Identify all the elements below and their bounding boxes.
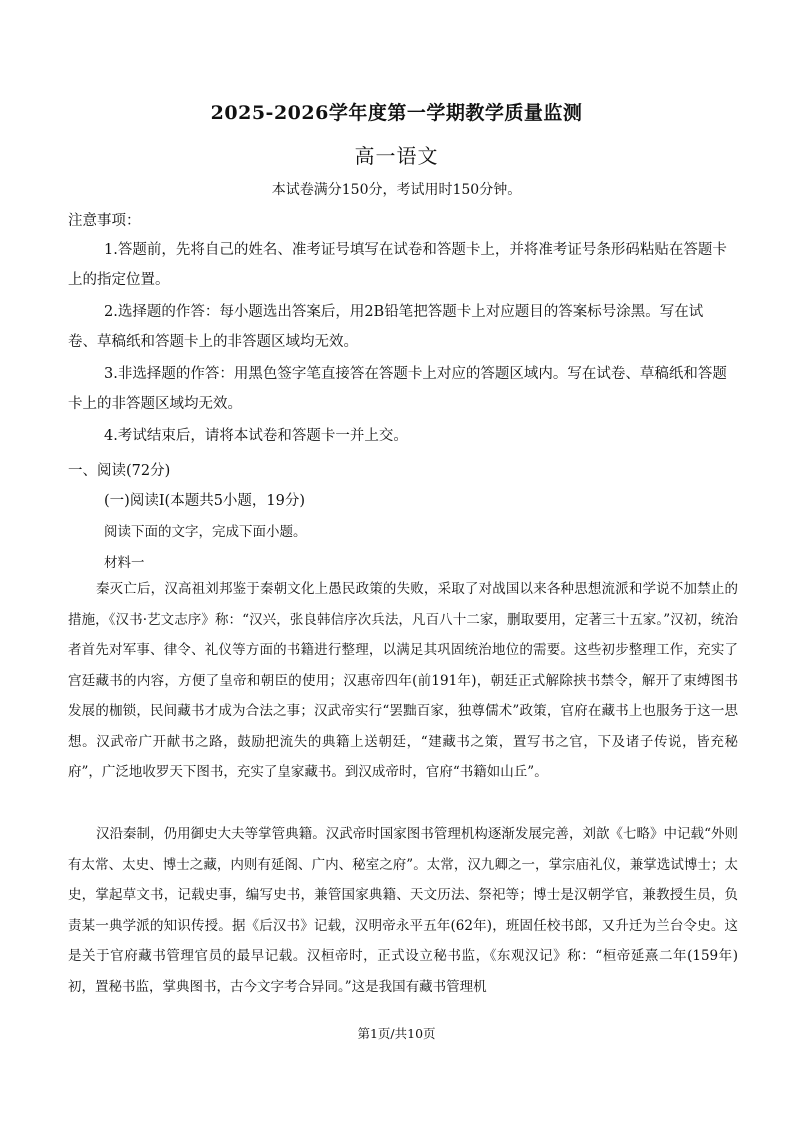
exam-info: 本试卷满分150分，考试用时150分钟。 — [271, 182, 522, 198]
note-item-4: 4.考试结束后，请将本试卷和答题卡一并上交。 — [104, 428, 408, 444]
exam-title: 2025-2026学年度第一学期教学质量监测 — [210, 102, 583, 124]
page-number: 第1页/共10页 — [357, 1026, 436, 1041]
note-item-3: 3.非选择题的作答：用黑色签字笔直接答在答题卡上对应的答题区域内。写在试卷、草稿纸和答题卡上的非答题区域均无效。 — [68, 366, 727, 412]
subject-title: 高一语文 — [354, 144, 439, 168]
section-subheading: (一)阅读Ⅰ(本题共5小题，19分) — [104, 493, 306, 509]
reading-instruction: 阅读下面的文字，完成下面小题。 — [104, 524, 307, 540]
material-paragraph-2: 汉沿秦制，仍用御史大夫等掌管典籍。汉武帝时国家图书管理机构逐渐发展完善，刘歆《七略》中记载“外则有太常、太史、博士之藏，内则有延阁、广内、秘室之府”。太常，汉九卿之一，掌宗庙礼仪，兼掌选试博士；太史，掌起草文书，记载史事，编写史书，兼管国家典籍、天文历法、祭祀等；博士是汉朝学官，兼教授生员，负责某一典学派的知识传授。据《后汉书》记载，汉明帝永平五年(62年)，班固任校书郎，又升迁为兰台令史。这是关于官府藏书管理官员的最早记载。汉桓帝时，正式设立秘书监，《东观汉记》称：“桓帝延熹二年(159年)初，置秘书监，掌典图书，古今文字考合异同。”这是我国有藏书管理机 — [68, 826, 738, 995]
section-heading: 一、阅读(72分) — [68, 463, 171, 479]
material-paragraph-1: 秦灭亡后，汉高祖刘邦鉴于秦朝文化上愚民政策的失败，采取了对战国以来各种思想流派和学说不加禁止的措施，《汉书·艺文志序》称：“汉兴，张良韩信序次兵法，凡百八十二家，删取要用，定著三十五家。”汉初，统治者首先对军事、律令、礼仪等方面的书籍进行整理，以满足其巩固统治地位的需要。这些初步整理工作，充实了宫廷藏书的内容，方便了皇帝和朝臣的使用；汉惠帝四年(前191年)，朝廷正式解除挟书禁令，解开了束缚图书发展的枷锁，民间藏书才成为合法之事；汉武帝实行“罢黜百家，独尊儒术”政策，官府在藏书上也服务于这一思想。汉武帝广开献书之路，鼓励把流失的典籍上送朝廷，“建藏书之策，置写书之官，下及诸子传说，皆充秘府”，广泛地收罗天下图书，充实了皇家藏书。到汉成帝时，官府“书籍如山丘”。 — [68, 581, 738, 780]
notes-heading: 注意事项： — [68, 213, 141, 229]
note-item-1: 1.答题前，先将自己的姓名、准考证号填写在试卷和答题卡上，并将准考证号条形码粘贴在答题卡上的指定位置。 — [68, 242, 727, 288]
material-title: 材料一 — [104, 555, 145, 571]
note-item-2: 2.选择题的作答：每小题选出答案后，用2B铅笔把答题卡上对应题目的答案标号涂黑。写在试卷、草稿纸和答题卡上的非答题区域均无效。 — [68, 304, 704, 350]
